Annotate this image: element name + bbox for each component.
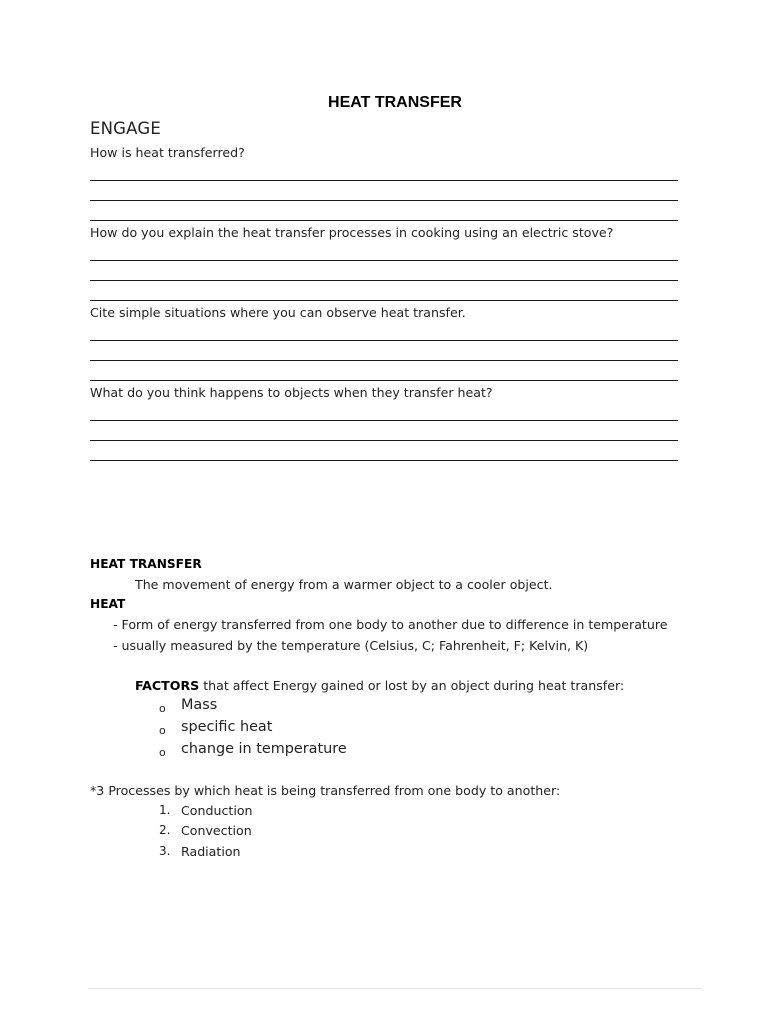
factors-label: FACTORS — [135, 678, 200, 693]
footer-divider — [88, 988, 702, 989]
process-item-conduction: Conduction — [181, 803, 253, 818]
answer-line[interactable] — [90, 300, 678, 301]
process-number: 2. — [159, 823, 171, 837]
process-number: 1. — [159, 803, 171, 817]
answer-line[interactable] — [90, 220, 678, 221]
heat-transfer-term: HEAT TRANSFER — [90, 557, 202, 571]
factors-intro: that affect Energy gained or lost by an object during heat transfer: — [199, 678, 625, 693]
question-2: How do you explain the heat transfer processes in cooking using an electric stove? — [90, 225, 614, 240]
answer-line[interactable] — [90, 380, 678, 381]
answer-line[interactable] — [90, 260, 678, 261]
question-3: Cite simple situations where you can observe heat transfer. — [90, 305, 466, 320]
answer-line[interactable] — [90, 200, 678, 201]
bullet-icon: o — [159, 746, 166, 759]
heat-term: HEAT — [90, 597, 126, 611]
answer-line[interactable] — [90, 360, 678, 361]
engage-heading: ENGAGE — [90, 119, 161, 138]
processes-intro: *3 Processes by which heat is being transferred from one body to another: — [90, 783, 561, 798]
process-item-radiation: Radiation — [181, 844, 241, 859]
answer-line[interactable] — [90, 420, 678, 421]
page-title: HEAT TRANSFER — [328, 94, 462, 111]
bullet-icon: o — [159, 724, 166, 737]
factor-item-specific-heat: specific heat — [181, 719, 273, 735]
heat-point-1: - Form of energy transferred from one body to another due to difference in temperature — [113, 617, 668, 632]
heat-point-2: - usually measured by the temperature (Celsius, C; Fahrenheit, F; Kelvin, K) — [113, 638, 589, 653]
factor-item-mass: Mass — [181, 697, 218, 713]
answer-line[interactable] — [90, 340, 678, 341]
answer-line[interactable] — [90, 440, 678, 441]
factor-item-change-in-temperature: change in temperature — [181, 741, 347, 757]
answer-line[interactable] — [90, 280, 678, 281]
question-1: How is heat transferred? — [90, 145, 245, 160]
answer-line[interactable] — [90, 180, 678, 181]
question-4: What do you think happens to objects when they transfer heat? — [90, 385, 493, 400]
process-number: 3. — [159, 844, 171, 858]
heat-transfer-definition: The movement of energy from a warmer object to a cooler object. — [135, 577, 553, 592]
factors-heading — [135, 678, 624, 693]
answer-line[interactable] — [90, 460, 678, 461]
bullet-icon: o — [159, 702, 166, 715]
process-item-convection: Convection — [181, 823, 252, 838]
